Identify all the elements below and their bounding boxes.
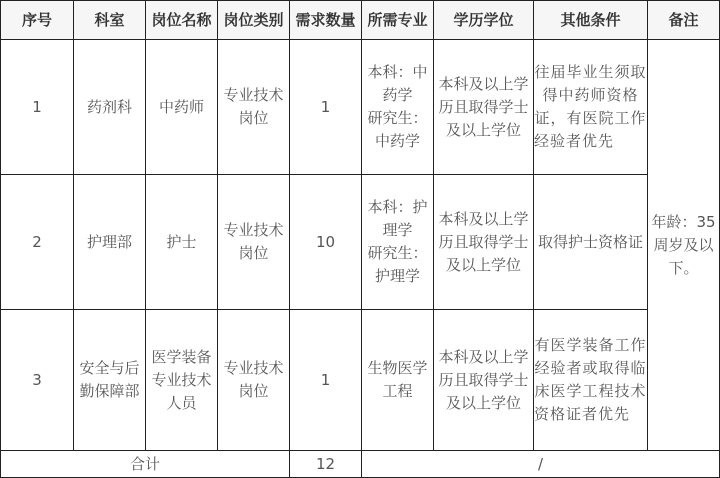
total-rest: /	[362, 451, 720, 478]
table-row	[1, 310, 720, 451]
header-cell-position: 岗位名称	[146, 1, 218, 40]
cell-category: 专业技术岗位	[218, 40, 290, 175]
cell-no: 3	[1, 310, 74, 451]
cell-dept: 安全与后勤保障部	[74, 310, 146, 451]
cell-major: 本科：护理学 研究生：护理学	[362, 175, 434, 310]
cell-position: 医学装备专业技术人员	[146, 310, 218, 451]
total-label: 合计	[1, 451, 290, 478]
cell-position: 护士	[146, 175, 218, 310]
cell-dept: 药剂科	[74, 40, 146, 175]
table-row	[1, 175, 720, 310]
cell-no: 1	[1, 40, 74, 175]
cell-position: 中药师	[146, 40, 218, 175]
cell-major: 本科：中药学 研究生：中药学	[362, 40, 434, 175]
cell-major: 生物医学工程	[362, 310, 434, 451]
cell-degree: 本科及以上学历且取得学士及以上学位	[434, 310, 534, 451]
header-cell-count: 需求数量	[290, 1, 362, 40]
header-cell-no: 序号	[1, 1, 74, 40]
cell-other: 往届毕业生须取得中药师资格证，有医院工作经验者优先	[534, 40, 648, 175]
cell-count: 1	[290, 40, 362, 175]
table-row	[1, 40, 720, 175]
cell-other: 取得护士资格证	[534, 175, 648, 310]
total-row	[1, 451, 720, 478]
cell-category: 专业技术岗位	[218, 175, 290, 310]
header-cell-remark: 备注	[648, 1, 720, 40]
cell-count: 10	[290, 175, 362, 310]
header-cell-dept: 科室	[74, 1, 146, 40]
header-cell-degree: 学历学位	[434, 1, 534, 40]
header-cell-other: 其他条件	[534, 1, 648, 40]
cell-no: 2	[1, 175, 74, 310]
cell-count: 1	[290, 310, 362, 451]
header-cell-category: 岗位类别	[218, 1, 290, 40]
cell-degree: 本科及以上学历且取得学士及以上学位	[434, 40, 534, 175]
cell-remark: 年龄：35周岁及以下。	[648, 40, 720, 451]
cell-other: 有医学装备工作经验者或取得临床医学工程技术资格证者优先	[534, 310, 648, 451]
cell-dept: 护理部	[74, 175, 146, 310]
header-cell-major: 所需专业	[362, 1, 434, 40]
header-row	[1, 1, 720, 40]
cell-category: 专业技术岗位	[218, 310, 290, 451]
cell-degree: 本科及以上学历且取得学士及以上学位	[434, 175, 534, 310]
total-count: 12	[290, 451, 362, 478]
